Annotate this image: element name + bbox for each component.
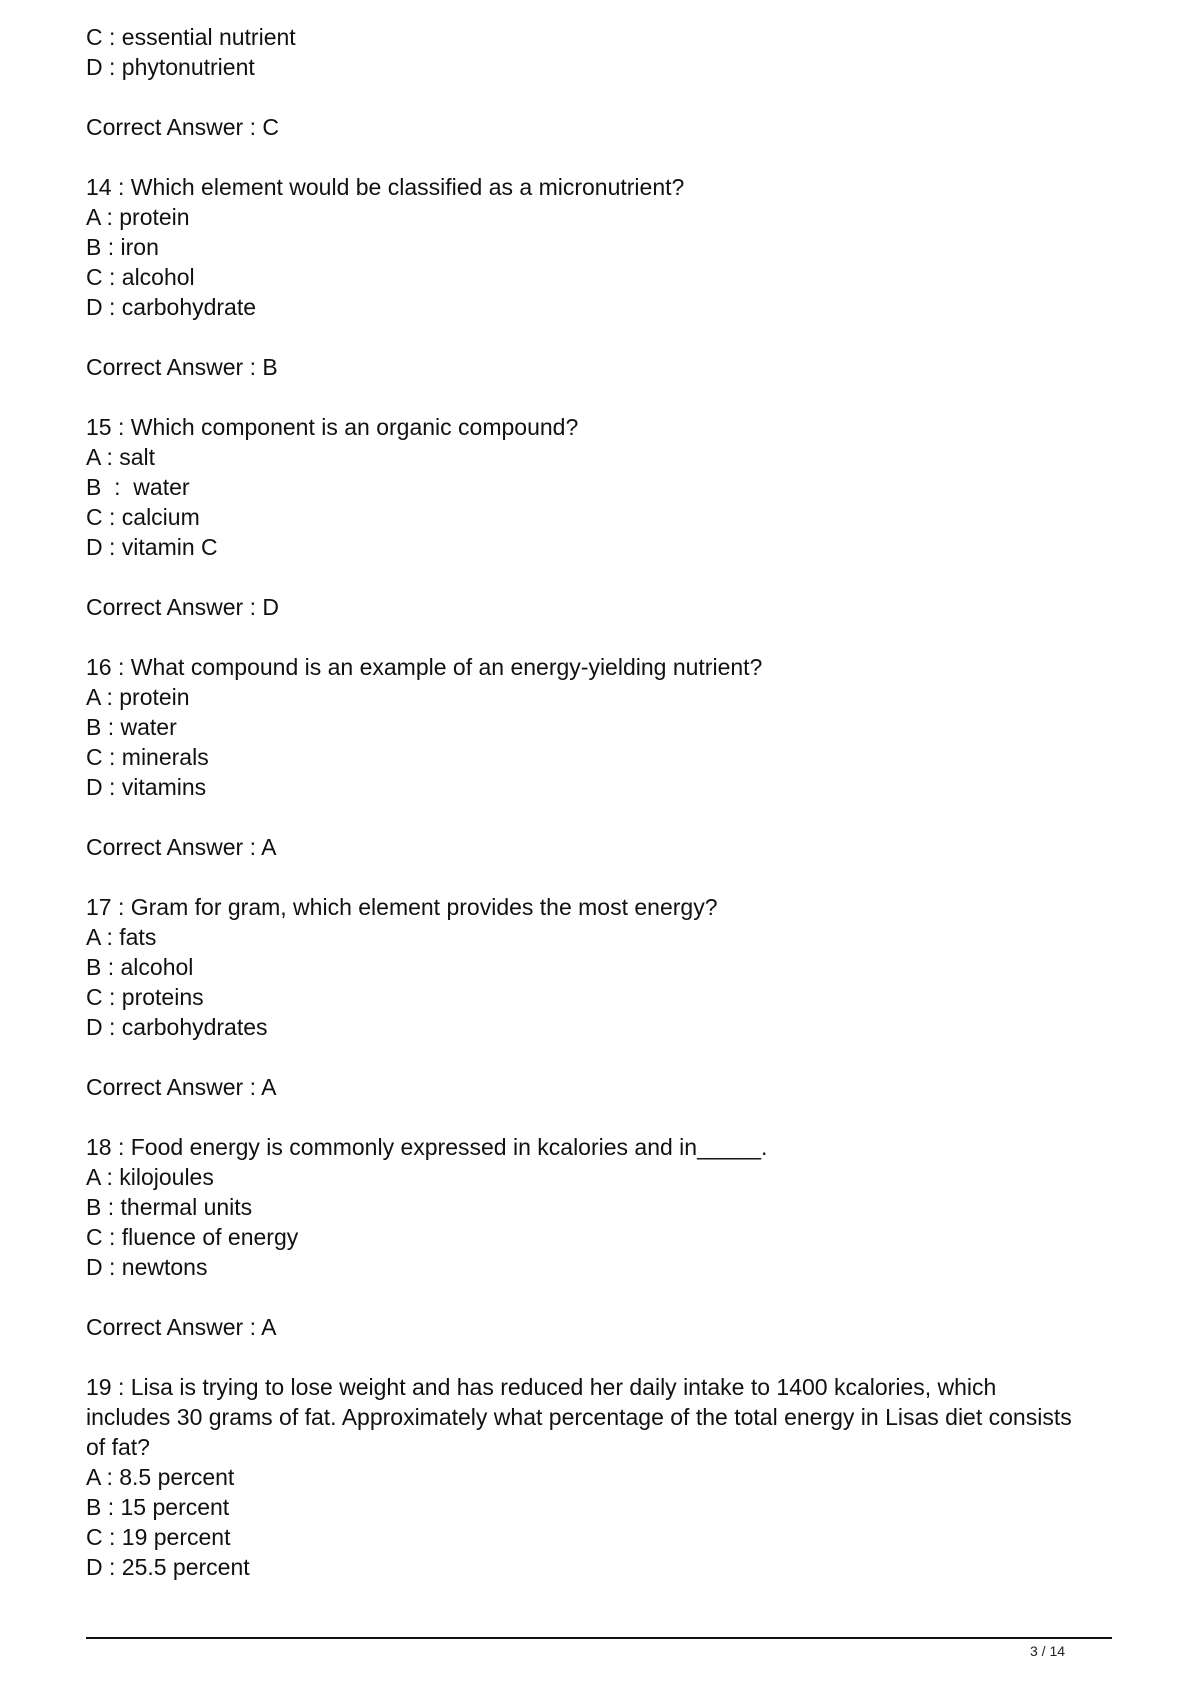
footer-divider bbox=[86, 1637, 1112, 1639]
option-d: D : phytonutrient bbox=[86, 54, 255, 80]
option-c: C : minerals bbox=[86, 744, 209, 770]
question-19 bbox=[86, 1372, 1116, 1582]
question-text: 14 : Which element would be classified as a micronutrient? bbox=[86, 174, 685, 200]
question-17 bbox=[86, 892, 1116, 1132]
option-b: B : 15 percent bbox=[86, 1494, 230, 1520]
option-d: D : carbohydrates bbox=[86, 1014, 268, 1040]
question-text: 19 : Lisa is trying to lose weight and has reduced her daily intake to 1400 kcalories, which includes 30 grams of fat. Approximately what percentage of the total energy in Lisas diet consists of fat? bbox=[86, 1374, 1079, 1460]
question-14 bbox=[86, 172, 1116, 412]
option-c: C : essential nutrient bbox=[86, 24, 296, 50]
option-a: A : protein bbox=[86, 204, 190, 230]
correct-answer: Correct Answer : B bbox=[86, 354, 278, 380]
option-b: B : thermal units bbox=[86, 1194, 253, 1220]
document-page bbox=[86, 22, 1116, 1582]
question-18 bbox=[86, 1132, 1116, 1372]
option-d: D : 25.5 percent bbox=[86, 1554, 250, 1580]
option-a: A : protein bbox=[86, 684, 190, 710]
option-d: D : carbohydrate bbox=[86, 294, 257, 320]
correct-answer: Correct Answer : A bbox=[86, 834, 277, 860]
option-d: D : newtons bbox=[86, 1254, 208, 1280]
option-b: B : iron bbox=[86, 234, 159, 260]
question-15 bbox=[86, 412, 1116, 652]
option-d: D : vitamin C bbox=[86, 534, 218, 560]
option-a: A : fats bbox=[86, 924, 157, 950]
question-13-continuation bbox=[86, 22, 1116, 172]
option-c: C : fluence of energy bbox=[86, 1224, 299, 1250]
option-c: C : 19 percent bbox=[86, 1524, 231, 1550]
option-a: A : kilojoules bbox=[86, 1164, 214, 1190]
question-text: 15 : Which component is an organic compound? bbox=[86, 414, 579, 440]
question-text: 16 : What compound is an example of an energy-yielding nutrient? bbox=[86, 654, 763, 680]
question-text: 17 : Gram for gram, which element provides the most energy? bbox=[86, 894, 718, 920]
option-b: B : water bbox=[86, 474, 190, 500]
correct-answer: Correct Answer : D bbox=[86, 594, 279, 620]
correct-answer: Correct Answer : A bbox=[86, 1314, 277, 1340]
page-number: 3 / 14 bbox=[1030, 1643, 1066, 1659]
option-b: B : alcohol bbox=[86, 954, 194, 980]
question-text: 18 : Food energy is commonly expressed in kcalories and in_____. bbox=[86, 1134, 768, 1160]
option-c: C : calcium bbox=[86, 504, 200, 530]
option-d: D : vitamins bbox=[86, 774, 207, 800]
option-a: A : 8.5 percent bbox=[86, 1464, 235, 1490]
correct-answer: Correct Answer : A bbox=[86, 1074, 277, 1100]
question-16 bbox=[86, 652, 1116, 892]
option-a: A : salt bbox=[86, 444, 156, 470]
correct-answer: Correct Answer : C bbox=[86, 114, 279, 140]
option-b: B : water bbox=[86, 714, 177, 740]
option-c: C : alcohol bbox=[86, 264, 195, 290]
option-c: C : proteins bbox=[86, 984, 204, 1010]
